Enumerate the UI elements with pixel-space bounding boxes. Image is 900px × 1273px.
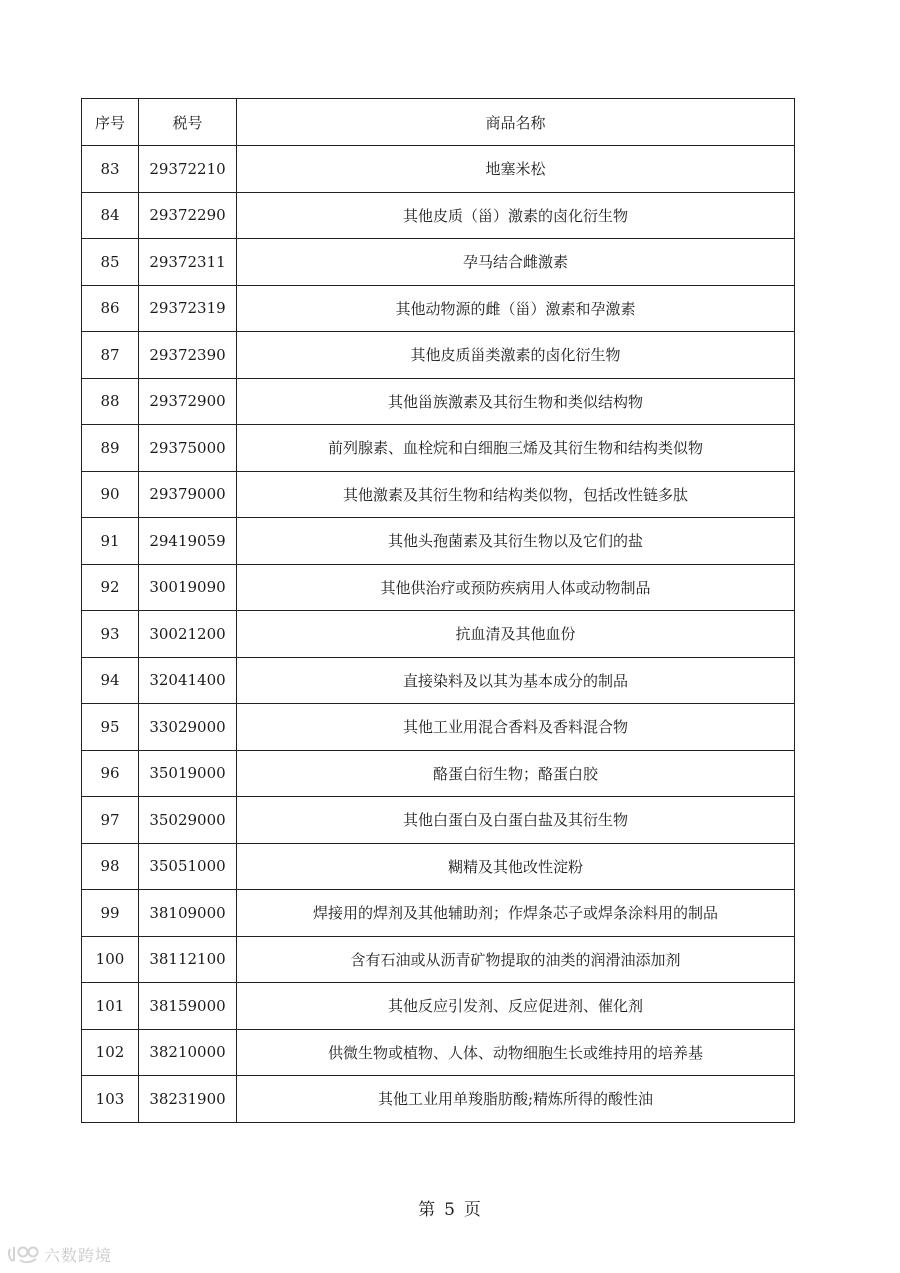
cell-serial-number: 102	[82, 1029, 139, 1076]
cell-tariff-code: 29372311	[139, 239, 237, 286]
table-header-row	[82, 99, 795, 146]
cell-tariff-code: 32041400	[139, 657, 237, 704]
cell-serial-number: 87	[82, 332, 139, 379]
table-row	[82, 192, 795, 239]
table-row	[82, 983, 795, 1030]
cell-commodity-name: 其他头孢菌素及其衍生物以及它们的盐	[237, 518, 795, 565]
table-row	[82, 332, 795, 379]
cell-tariff-code: 29372390	[139, 332, 237, 379]
cell-commodity-name: 直接染料及以其为基本成分的制品	[237, 657, 795, 704]
table-row	[82, 797, 795, 844]
table-row	[82, 704, 795, 751]
cell-commodity-name: 孕马结合雌激素	[237, 239, 795, 286]
cell-commodity-name: 含有石油或从沥青矿物提取的油类的润滑油添加剂	[237, 936, 795, 983]
cell-commodity-name: 其他白蛋白及白蛋白盐及其衍生物	[237, 797, 795, 844]
cell-serial-number: 95	[82, 704, 139, 751]
cell-tariff-code: 35029000	[139, 797, 237, 844]
table-row	[82, 1076, 795, 1123]
footer-suffix: 页	[463, 1200, 482, 1220]
cell-serial-number: 91	[82, 518, 139, 565]
cell-serial-number: 92	[82, 564, 139, 611]
footer-prefix: 第	[418, 1200, 437, 1220]
cell-tariff-code: 38159000	[139, 983, 237, 1030]
cell-commodity-name: 地塞米松	[237, 146, 795, 193]
cell-tariff-code: 30021200	[139, 611, 237, 658]
cell-tariff-code: 38210000	[139, 1029, 237, 1076]
cell-commodity-name: 焊接用的焊剂及其他辅助剂；作焊条芯子或焊条涂料用的制品	[237, 890, 795, 937]
cell-commodity-name: 其他皮质甾类激素的卤化衍生物	[237, 332, 795, 379]
table-row	[82, 471, 795, 518]
cell-serial-number: 89	[82, 425, 139, 472]
watermark-text: 六数跨境	[44, 1245, 113, 1265]
table-row	[82, 239, 795, 286]
cell-tariff-code: 30019090	[139, 564, 237, 611]
cell-commodity-name: 其他反应引发剂、反应促进剂、催化剂	[237, 983, 795, 1030]
cell-serial-number: 103	[82, 1076, 139, 1123]
cell-commodity-name: 其他工业用单羧脂肪酸;精炼所得的酸性油	[237, 1076, 795, 1123]
cell-serial-number: 98	[82, 843, 139, 890]
table-row	[82, 378, 795, 425]
cell-commodity-name: 其他动物源的雌（甾）激素和孕激素	[237, 285, 795, 332]
table-row	[82, 890, 795, 937]
cell-tariff-code: 38231900	[139, 1076, 237, 1123]
watermark	[6, 1240, 112, 1268]
cell-serial-number: 90	[82, 471, 139, 518]
table-row	[82, 936, 795, 983]
cell-serial-number: 100	[82, 936, 139, 983]
cell-commodity-name: 糊精及其他改性淀粉	[237, 843, 795, 890]
cell-serial-number: 96	[82, 750, 139, 797]
cell-serial-number: 85	[82, 239, 139, 286]
table-row	[82, 146, 795, 193]
commodity-table	[81, 98, 795, 1123]
cell-tariff-code: 29372319	[139, 285, 237, 332]
cell-tariff-code: 29372210	[139, 146, 237, 193]
page-number: 5	[444, 1200, 456, 1220]
cell-serial-number: 94	[82, 657, 139, 704]
table-row	[82, 843, 795, 890]
cell-serial-number: 86	[82, 285, 139, 332]
cell-commodity-name: 供微生物或植物、人体、动物细胞生长或维持用的培养基	[237, 1029, 795, 1076]
cell-tariff-code: 29372290	[139, 192, 237, 239]
cell-tariff-code: 33029000	[139, 704, 237, 751]
cell-tariff-code: 29375000	[139, 425, 237, 472]
cell-serial-number: 83	[82, 146, 139, 193]
cell-tariff-code: 29379000	[139, 471, 237, 518]
cell-commodity-name: 前列腺素、血栓烷和白细胞三烯及其衍生物和结构类似物	[237, 425, 795, 472]
table-row	[82, 611, 795, 658]
cell-serial-number: 101	[82, 983, 139, 1030]
cell-serial-number: 99	[82, 890, 139, 937]
cell-tariff-code: 38112100	[139, 936, 237, 983]
cell-tariff-code: 38109000	[139, 890, 237, 937]
header-serial-number: 序号	[82, 99, 139, 146]
cell-serial-number: 88	[82, 378, 139, 425]
header-tariff-code: 税号	[139, 99, 237, 146]
table-row	[82, 750, 795, 797]
cell-commodity-name: 其他供治疗或预防疾病用人体或动物制品	[237, 564, 795, 611]
cell-commodity-name: 其他皮质（甾）激素的卤化衍生物	[237, 192, 795, 239]
cell-commodity-name: 其他激素及其衍生物和结构类似物，包括改性链多肽	[237, 471, 795, 518]
table-row	[82, 564, 795, 611]
page-footer	[0, 1195, 900, 1220]
cell-tariff-code: 35051000	[139, 843, 237, 890]
cell-tariff-code: 35019000	[139, 750, 237, 797]
cell-serial-number: 84	[82, 192, 139, 239]
cell-commodity-name: 其他甾族激素及其衍生物和类似结构物	[237, 378, 795, 425]
table-row	[82, 1029, 795, 1076]
brand-logo-icon	[6, 1243, 40, 1265]
cell-serial-number: 97	[82, 797, 139, 844]
cell-tariff-code: 29372900	[139, 378, 237, 425]
table-row	[82, 425, 795, 472]
header-commodity-name: 商品名称	[237, 99, 795, 146]
table-body	[82, 146, 795, 1123]
table-row	[82, 657, 795, 704]
cell-tariff-code: 29419059	[139, 518, 237, 565]
cell-commodity-name: 抗血清及其他血份	[237, 611, 795, 658]
table-row	[82, 518, 795, 565]
cell-commodity-name: 酪蛋白衍生物；酪蛋白胶	[237, 750, 795, 797]
table-row	[82, 285, 795, 332]
cell-serial-number: 93	[82, 611, 139, 658]
cell-commodity-name: 其他工业用混合香料及香料混合物	[237, 704, 795, 751]
